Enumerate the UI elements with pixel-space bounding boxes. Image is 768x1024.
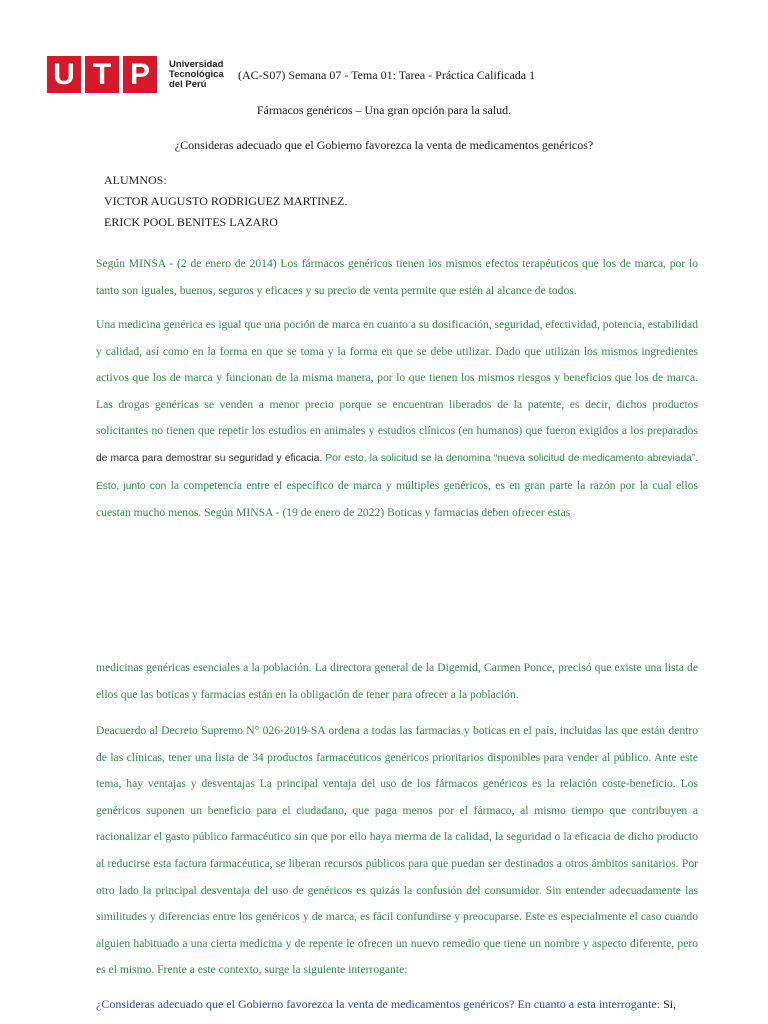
logo-letter-u: U <box>47 56 81 93</box>
paragraph-2-text-c: . Por esto, la solicitud se la denomina “nueva solicitud de medicamento abreviada”. Esto, junto con <box>96 452 698 492</box>
logo-wordmark <box>169 60 224 90</box>
logo-line-3: del Perú <box>169 78 207 90</box>
paragraph-2 <box>96 312 698 527</box>
paragraph-1: Según MINSA - (2 de enero de 2014) Los fármacos genéricos tienen los mismos efectos terapéuticos que los de marca, por lo tanto son iguales, buenos, seguros y eficaces y su precio de venta permite que estén al alcance de todos. <box>96 257 698 297</box>
paragraph-2-text-a: Una medicina genérica es igual que una poción de marca en cuanto a su dosificación, seguridad, efectividad, potencia, estabilidad y calidad, así como en la forma en que se toma y la forma en que se debe utilizar. Dado que utilizan los mismos ingredientes activos que los de marca y funcionan de la misma manera, por lo que tienen los mismos riesgos y beneficios que los de marca. Las drogas genéricas se venden a menor precio porque se encuentran liberados de la patente, es decir, dichos productos solicitantes no tienen que repetir los estudios en animales y estudios clínicos (en humanos) que fueron exigidos a los preparados <box>96 318 698 438</box>
logo-line-2: Tecnológica <box>169 68 224 80</box>
logo-letter-t: T <box>85 56 119 93</box>
final-question <box>96 997 676 1012</box>
utp-logo <box>47 56 224 93</box>
document-subtitle: Fármacos genéricos – Una gran opción para la salud. <box>256 103 512 117</box>
logo-letters <box>47 56 161 93</box>
logo-line-1: Universidad <box>169 58 224 70</box>
paragraph-4: Deacuerdo al Decreto Supremo N° 026-2019-SA ordena a todas las farmacias y boticas en el país, incluidas las que están dentro de las clínicas, tener una lista de 34 productos farmacéuticos genéricos prioritarios disponibles para vender al público. Ante este tema, hay ventajas y desventajas La principal ventaja del uso de los fármacos genéricos es la relación coste-beneficio. Los genéricos suponen un beneficio para el ciudadano, que paga menos por el fármaco, al mismo tiempo que contribuyen a racionalizar el gasto público farmacéutico sin que por ello haya merma de la calidad, la seguridad o la eficacia de dicho producto al reducirse esta factura farmacéutica, se liberan recursos públicos para que puedan ser destinados a otros ámbitos sanitarios. Por otro lado la principal desventaja del uso de genéricos es quizás la confusión del consumidor. Sin entender adecuadamente las similitudes y diferencias entre los genéricos y de marca, es fácil confundirse y preocuparse. Este es especialmente el caso cuando alguien habituado a una cierta medicina y de repente le ofrecen un nuevo remedio que tiene un nombre y aspecto diferente, pero es el mismo. Frente a este contexto, surge la siguiente interrogante: <box>96 724 698 977</box>
paragraph-2-text-b: de marca para demostrar su seguridad y eficacia <box>96 452 320 464</box>
final-question-text: ¿Consideras adecuado que el Gobierno favorezca la venta de medicamentos genéricos? En cuanto a esta interrogante: <box>96 997 664 1011</box>
student-name: ERICK POOL BENITES LAZARO <box>104 215 278 229</box>
logo-letter-p: P <box>123 56 157 93</box>
students-label: ALUMNOS: <box>104 173 167 187</box>
assignment-title: (AC-S07) Semana 07 - Tema 01: Tarea - Práctica Calificada 1 <box>238 68 536 82</box>
final-answer-start: Si, <box>663 997 677 1011</box>
paragraph-3: medicinas genéricas esenciales a la población. La directora general de la Digemid, Carmen Ponce, precisó que existe una lista de ellos que las boticas y farmacias están en la obligación de tener para ofrecer a la población. <box>96 661 698 701</box>
paragraph-2-text-d: la competencia entre el específico de marca y múltiples genéricos, es en gran parte la razón por la cual ellos cuestan mucho menos. Según MINSA - (19 de enero de 2022) Boticas y farmacias deben ofrecer estas <box>96 478 698 520</box>
document-question: ¿Consideras adecuado que el Gobierno favorezca la venta de medicamentos genéricos? <box>174 138 594 152</box>
student-name: VICTOR AUGUSTO RODRIGUEZ MARTINEZ. <box>104 194 348 208</box>
students-block <box>104 170 348 233</box>
